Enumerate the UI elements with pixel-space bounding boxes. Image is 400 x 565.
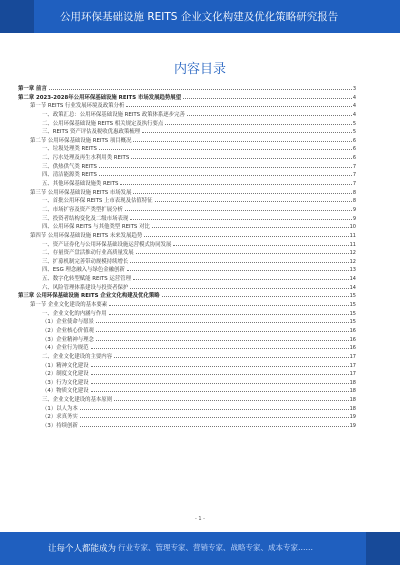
toc-leader-dots <box>96 335 349 341</box>
toc-entry[interactable] <box>18 386 356 395</box>
toc-leader-dots <box>99 170 352 176</box>
toc-entry-text: （4）物质文化建设 <box>42 388 89 395</box>
toc-entry[interactable] <box>18 214 356 223</box>
toc-entry-page: 3 <box>352 86 356 92</box>
toc-entry-text: （1）企业使命与愿景 <box>42 319 94 326</box>
toc-entry[interactable] <box>18 119 356 128</box>
toc-entry-page: 8 <box>352 189 356 196</box>
toc-entry[interactable] <box>18 101 356 110</box>
page-header-banner <box>0 0 400 33</box>
toc-entry-text: （2）求真务实 <box>42 414 78 421</box>
toc-leader-dots <box>99 144 352 150</box>
toc-leader-dots <box>80 421 349 427</box>
toc-entry-page: 6 <box>352 146 356 153</box>
toc-entry-page: 18 <box>349 388 356 395</box>
toc-leader-dots <box>91 386 349 392</box>
footer-slogan-left: 让每个人都能成为 <box>48 544 117 554</box>
toc-leader-dots <box>49 84 352 90</box>
toc-entry-page: 17 <box>349 362 356 369</box>
toc-entry-text: 一、政策汇总：公用环保基础设施 REITS 政策体系逐步完善 <box>42 111 185 118</box>
toc-entry[interactable] <box>18 257 356 266</box>
toc-leader-dots <box>114 395 349 401</box>
toc-entry[interactable] <box>18 421 356 430</box>
toc-leader-dots <box>130 257 348 263</box>
toc-entry[interactable] <box>18 231 356 240</box>
toc-entry[interactable] <box>18 274 356 283</box>
toc-leader-dots <box>165 119 352 125</box>
toc-leader-dots <box>173 240 348 246</box>
toc-leader-dots <box>109 309 349 315</box>
toc-heading: 内容目录 <box>173 62 226 77</box>
toc-entry-text: 五、数字化转型赋能 REITS 运营管理 <box>42 276 131 283</box>
toc-leader-dots <box>80 412 349 418</box>
toc-entry-text: 第三节 公用环保基础设施 REITS 市场发展 <box>30 189 132 196</box>
toc-entry[interactable] <box>18 283 356 292</box>
report-title: 公用环保基础设施 REITS 企业文化构建及优化策略研究报告 <box>60 11 339 23</box>
toc-entry[interactable] <box>18 170 356 179</box>
toc-entry-text: （3）企业精神与理念 <box>42 336 94 343</box>
toc-entry-page: 7 <box>352 181 356 188</box>
toc-leader-dots <box>183 93 352 99</box>
toc-entry[interactable] <box>18 110 356 119</box>
toc-entry-page: 13 <box>349 267 356 274</box>
toc-leader-dots <box>162 291 349 297</box>
toc-entry[interactable] <box>18 326 356 335</box>
toc-entry-text: 二、公用环保基础设施 REITS 相关规定及执行要点 <box>42 120 164 127</box>
toc-entry[interactable] <box>18 127 356 136</box>
toc-leader-dots <box>136 248 349 254</box>
toc-leader-dots <box>144 231 348 237</box>
toc-entry-text: （3）持续创新 <box>42 422 78 429</box>
toc-entry[interactable] <box>18 240 356 249</box>
toc-entry-page: 4 <box>352 103 356 110</box>
toc-entry-page: 16 <box>349 345 356 352</box>
toc-entry[interactable] <box>18 188 356 197</box>
toc-entry-page: 11 <box>349 232 356 239</box>
toc-entry-text: （1）以人为本 <box>42 405 78 412</box>
table-of-contents <box>18 84 356 430</box>
toc-entry-text: （1）精神文化建设 <box>42 362 89 369</box>
toc-leader-dots <box>127 265 349 271</box>
toc-entry-text: 第一章 前言 <box>18 86 47 92</box>
toc-entry[interactable] <box>18 222 356 231</box>
toc-entry-page: 19 <box>349 414 356 421</box>
page-footer-banner <box>0 532 400 565</box>
toc-entry-page: 14 <box>349 284 356 291</box>
toc-entry[interactable] <box>18 93 356 102</box>
toc-entry[interactable] <box>18 196 356 205</box>
toc-entry[interactable] <box>18 343 356 352</box>
toc-leader-dots <box>187 110 352 116</box>
toc-entry[interactable] <box>18 144 356 153</box>
toc-leader-dots <box>96 326 349 332</box>
toc-entry-page: 17 <box>349 353 356 360</box>
footer-slogan-right: 行业专家、管理专家、营销专家、战略专家、成本专家…… <box>118 543 313 552</box>
toc-leader-dots <box>91 343 349 349</box>
toc-leader-dots <box>91 378 349 384</box>
toc-leader-dots <box>109 300 348 306</box>
toc-entry-page: 11 <box>349 241 356 248</box>
toc-entry-page: 14 <box>349 276 356 283</box>
toc-entry-text: （2）制度文化建设 <box>42 371 89 378</box>
toc-entry-text: 四、ESG 理念融入与绿色金融创新 <box>42 267 125 274</box>
toc-entry-text: （4）企业行为规范 <box>42 345 89 352</box>
toc-entry-page: 6 <box>352 137 356 144</box>
toc-entry-page: 18 <box>349 379 356 386</box>
toc-entry-text: 二、企业文化建设的主要内容 <box>42 353 113 360</box>
toc-entry[interactable] <box>18 179 356 188</box>
toc-entry-text: 二、污水处理及再生水利用类 REITS <box>42 155 130 162</box>
toc-entry-text: （3）行为文化建设 <box>42 379 89 386</box>
toc-entry[interactable] <box>18 404 356 413</box>
toc-entry[interactable] <box>18 352 356 361</box>
toc-leader-dots <box>99 162 352 168</box>
toc-entry-page: 15 <box>349 310 356 317</box>
toc-entry-page: 4 <box>352 94 356 101</box>
toc-entry[interactable] <box>18 369 356 378</box>
toc-entry-text: 五、其他环保基础设施类 REITS <box>42 181 119 188</box>
toc-entry[interactable] <box>18 309 356 318</box>
toc-entry-page: 16 <box>349 336 356 343</box>
toc-entry[interactable] <box>18 300 356 309</box>
toc-entry-text: 三、企业文化建设的基本原则 <box>42 397 113 404</box>
toc-leader-dots <box>131 153 352 159</box>
toc-entry-page: 9 <box>352 215 356 222</box>
toc-leader-dots <box>114 352 349 358</box>
toc-entry-page: 6 <box>352 155 356 162</box>
toc-entry-page: 5 <box>352 129 356 136</box>
toc-entry[interactable] <box>18 162 356 171</box>
toc-entry-page: 18 <box>349 397 356 404</box>
toc-entry[interactable] <box>18 317 356 326</box>
toc-leader-dots <box>133 274 349 280</box>
toc-leader-dots <box>152 222 349 228</box>
toc-leader-dots <box>120 179 351 185</box>
toc-leader-dots <box>125 205 352 211</box>
toc-entry-page: 7 <box>352 172 356 179</box>
toc-entry-page: 12 <box>349 258 356 265</box>
toc-entry-text: 一、资产证券化与公用环保基础设施运营模式协同发展 <box>42 241 172 248</box>
toc-entry[interactable] <box>18 412 356 421</box>
toc-entry[interactable] <box>18 84 356 93</box>
header-corner-decoration <box>0 0 34 33</box>
toc-entry-text: 一、企业文化的内涵与作用 <box>42 310 107 317</box>
toc-entry-text: 三、REITS 资产评估及税收优惠政策梳理 <box>42 129 141 136</box>
toc-leader-dots <box>80 404 349 410</box>
toc-leader-dots <box>130 214 352 220</box>
toc-leader-dots <box>126 101 351 107</box>
toc-entry-text: 四、清洁能源类 REITS <box>42 172 97 179</box>
toc-entry-text: 二、存量资产盘活推动行业高质量发展 <box>42 250 134 257</box>
toc-entry-text: 二、市场扩容及资产类型扩展分析 <box>42 206 123 213</box>
toc-entry[interactable] <box>18 136 356 145</box>
toc-entry-page: 15 <box>349 293 356 300</box>
toc-entry[interactable] <box>18 265 356 274</box>
toc-entry-text: 第一节 REITS 行业发展环境及政策分析 <box>30 103 125 110</box>
toc-entry-page: 16 <box>349 327 356 334</box>
toc-entry-page: 5 <box>352 120 356 127</box>
toc-entry-page: 4 <box>352 111 356 118</box>
toc-entry[interactable] <box>18 361 356 370</box>
toc-entry-page: 9 <box>352 206 356 213</box>
toc-leader-dots <box>133 136 351 142</box>
toc-leader-dots <box>130 283 348 289</box>
toc-entry-page: 18 <box>349 405 356 412</box>
toc-leader-dots <box>91 361 349 367</box>
toc-leader-dots <box>155 196 352 202</box>
toc-entry-text: 第四节 公用环保基础设施 REITS 未来发展趋势 <box>30 232 143 239</box>
toc-leader-dots <box>133 188 351 194</box>
toc-entry[interactable] <box>18 378 356 387</box>
toc-entry-page: 19 <box>349 422 356 429</box>
page-number: - 1 - <box>195 516 205 522</box>
toc-leader-dots <box>142 127 352 133</box>
toc-entry-text: 第三章 公用环保基础设施 REITS 企业文化构建及优化策略 <box>18 293 160 300</box>
toc-entry[interactable] <box>18 291 356 300</box>
toc-entry-page: 12 <box>349 250 356 257</box>
toc-entry-text: 六、风险管理体系建设与投资者保护 <box>42 284 129 291</box>
toc-entry-text: 三、扩募机制完善带动规模持续增长 <box>42 258 129 265</box>
toc-entry-page: 7 <box>352 163 356 170</box>
toc-entry-page: 15 <box>349 302 356 309</box>
toc-entry-text: 三、供热供气类 REITS <box>42 163 97 170</box>
toc-entry[interactable] <box>18 335 356 344</box>
toc-entry-text: 四、公用环保 REITS 与其他类型 REITS 对比 <box>42 224 150 231</box>
toc-entry-text: 第一节 企业文化建设的基本要素 <box>30 302 108 309</box>
toc-entry-text: （2）企业核心价值观 <box>42 327 94 334</box>
toc-entry-page: 10 <box>349 224 356 231</box>
toc-entry-text: 三、投资者结构变化及二级市场表现 <box>42 215 129 222</box>
toc-entry-page: 17 <box>349 371 356 378</box>
toc-entry[interactable] <box>18 153 356 162</box>
toc-entry-text: 一、首批公用环保 REITS 上市表现及估值特征 <box>42 198 153 205</box>
toc-leader-dots <box>91 369 349 375</box>
toc-entry[interactable] <box>18 248 356 257</box>
toc-entry[interactable] <box>18 395 356 404</box>
toc-entry[interactable] <box>18 205 356 214</box>
toc-leader-dots <box>96 317 349 323</box>
toc-entry-text: 第二章 2023-2028年公用环保基础设施 REITS 市场发展趋势展望 <box>18 94 182 101</box>
footer-corner-decoration <box>366 532 400 565</box>
toc-entry-page: 8 <box>352 198 356 205</box>
toc-entry-text: 第二节 公用环保基础设施 REITS 项目概况 <box>30 137 132 144</box>
toc-entry-text: 一、垃圾处理类 REITS <box>42 146 97 153</box>
toc-entry-page: 15 <box>349 319 356 326</box>
